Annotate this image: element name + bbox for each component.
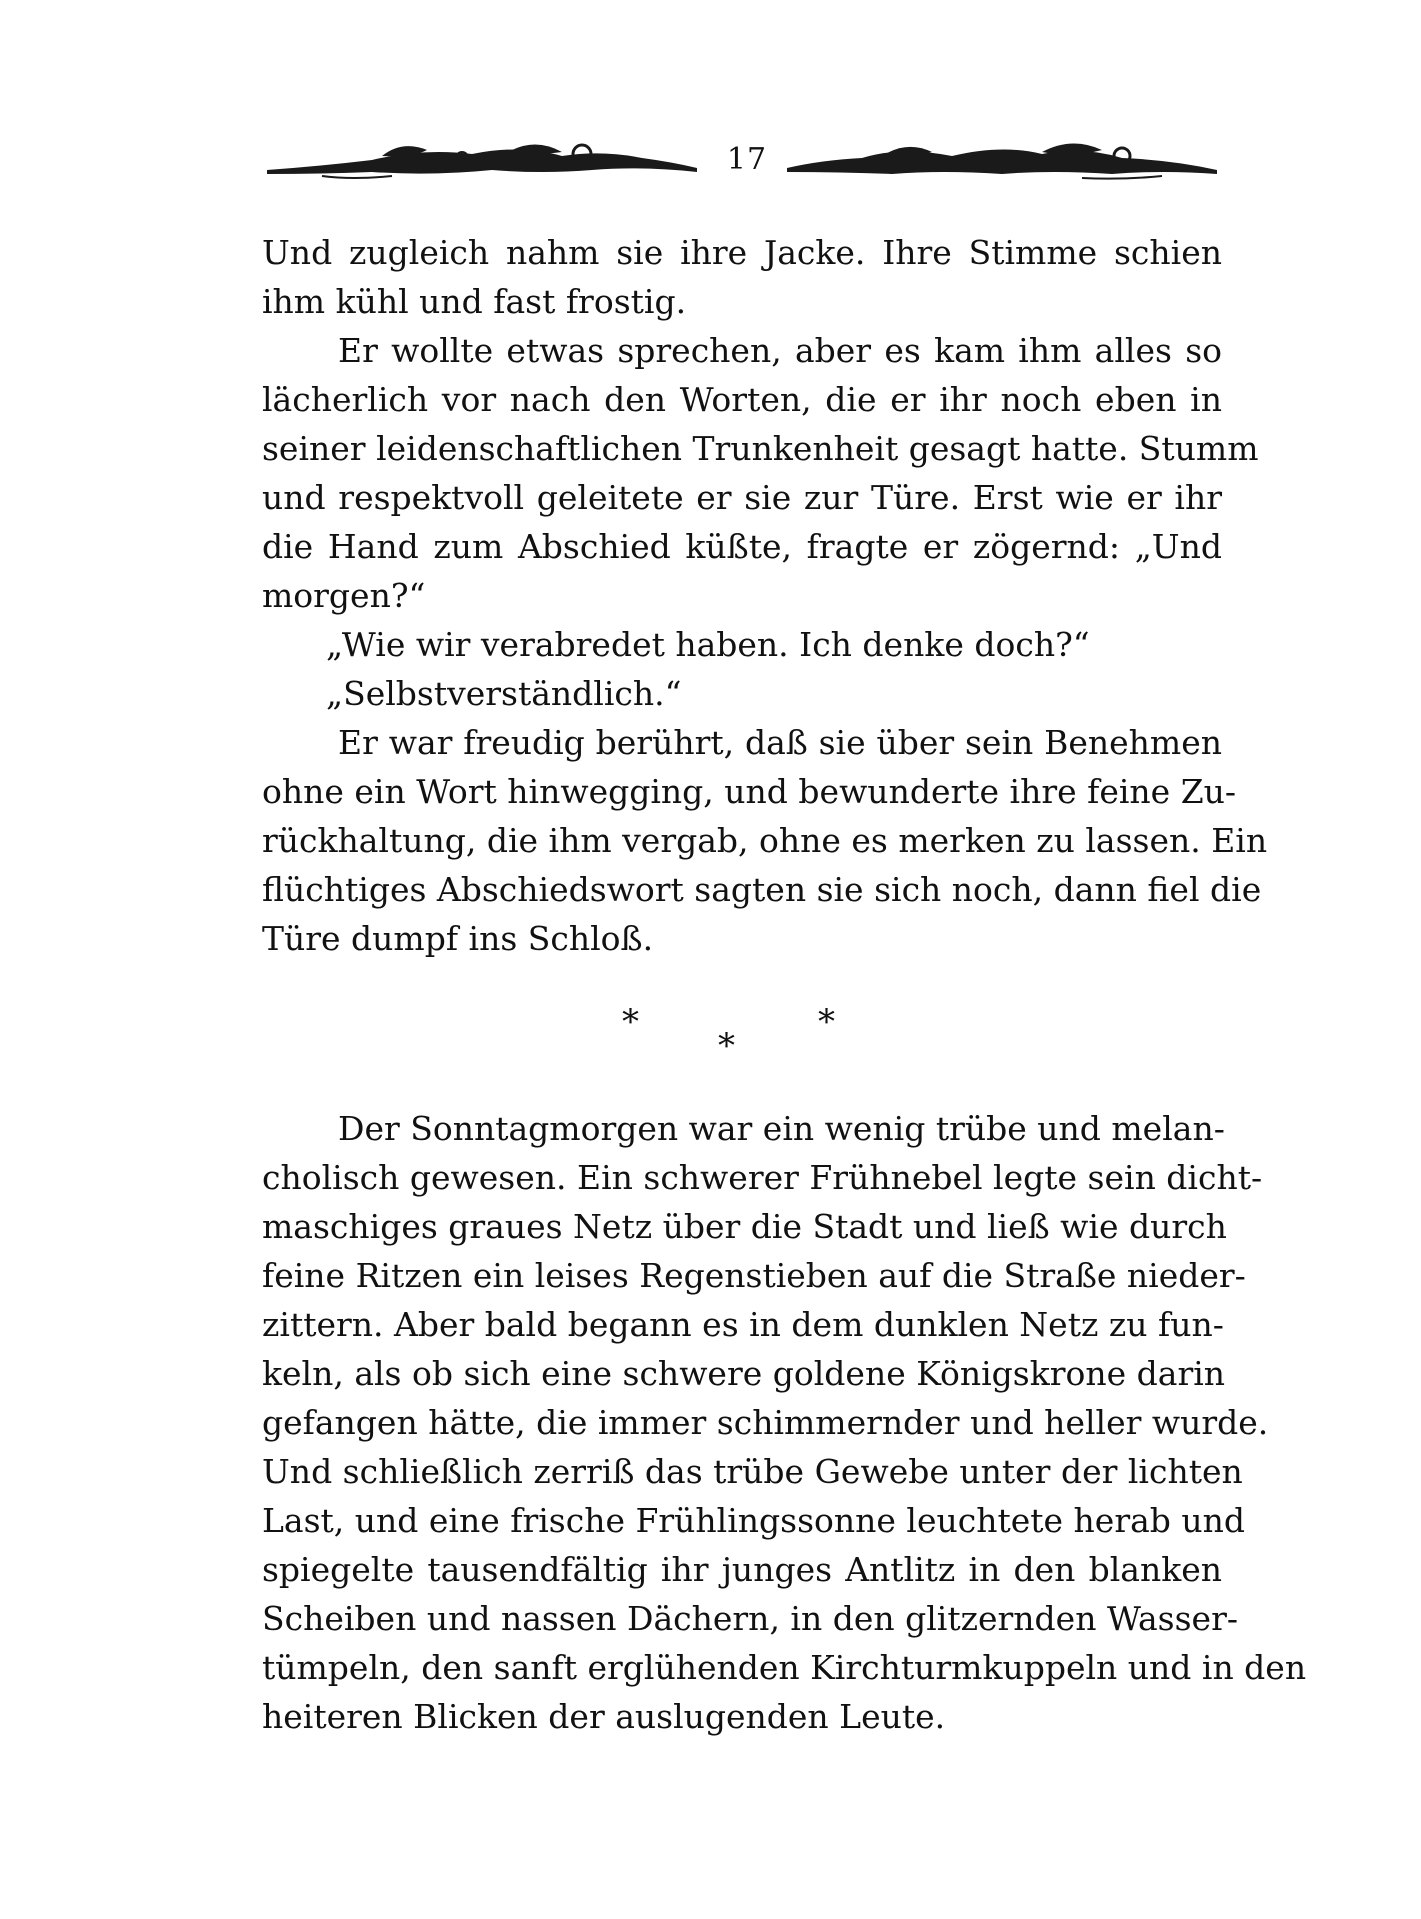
text-line: Scheiben und nassen Dächern, in den glitzernden Wasser- bbox=[262, 1599, 1238, 1638]
text-line: seiner leidenschaftlichen Trunkenheit gesagt hatte. Stumm bbox=[262, 429, 1259, 468]
text-line: flüchtiges Abschiedswort sagten sie sich noch, dann fiel die bbox=[262, 870, 1262, 909]
text-section-1 bbox=[262, 228, 1268, 963]
text-line: „Selbstverständlich.“ bbox=[326, 674, 682, 713]
text-line: lächerlich vor nach den Worten, die er ihr noch eben in bbox=[262, 380, 1222, 419]
text-line: Und schließlich zerriß das trübe Gewebe unter der lichten bbox=[262, 1452, 1243, 1491]
text-line: Türe dumpf ins Schloß. bbox=[262, 919, 654, 958]
text-line: heiteren Blicken der auslugenden Leute. bbox=[262, 1697, 946, 1736]
asterisk-2: * bbox=[718, 1026, 735, 1066]
text-line: gefangen hätte, die immer schimmernder und heller wurde. bbox=[262, 1403, 1269, 1442]
page-number: 17 bbox=[726, 142, 768, 177]
text-line: Er war freudig berührt, daß sie über sein Benehmen bbox=[338, 723, 1222, 762]
text-line: ihm kühl und fast frostig. bbox=[262, 282, 687, 321]
floral-ornament-icon bbox=[782, 136, 1222, 182]
text-line: tümpeln, den sanft erglühenden Kirchturmkuppeln und in den bbox=[262, 1648, 1307, 1687]
text-line: zittern. Aber bald begann es in dem dunklen Netz zu fun- bbox=[262, 1305, 1224, 1344]
text-line: und respektvoll geleitete er sie zur Türe. Erst wie er ihr bbox=[262, 478, 1222, 517]
text-section-2 bbox=[262, 1104, 1307, 1741]
text-line: Der Sonntagmorgen war ein wenig trübe und melan- bbox=[338, 1109, 1225, 1148]
page-header bbox=[262, 128, 1222, 188]
text-line: Last, und eine frische Frühlingssonne leuchtete herab und bbox=[262, 1501, 1246, 1540]
section-separator bbox=[0, 1002, 1421, 1075]
text-line: ohne ein Wort hinwegging, und bewunderte ihre feine Zu- bbox=[262, 772, 1237, 811]
text-line: cholisch gewesen. Ein schwerer Frühnebel legte sein dicht- bbox=[262, 1158, 1263, 1197]
text-line: maschiges graues Netz über die Stadt und ließ wie durch bbox=[262, 1207, 1227, 1246]
text-line: „Wie wir verabredet haben. Ich denke doch?“ bbox=[326, 625, 1090, 664]
text-line: Er wollte etwas sprechen, aber es kam ihm alles so bbox=[338, 331, 1222, 370]
text-line: Und zugleich nahm sie ihre Jacke. Ihre Stimme schien bbox=[262, 233, 1222, 272]
asterisk-3: * bbox=[818, 1002, 835, 1042]
text-line: morgen?“ bbox=[262, 576, 426, 615]
floral-ornament-icon bbox=[262, 136, 702, 182]
text-line: spiegelte tausendfältig ihr junges Antlitz in den blanken bbox=[262, 1550, 1222, 1589]
asterisk-1: * bbox=[622, 1002, 639, 1042]
text-line: keln, als ob sich eine schwere goldene Königskrone darin bbox=[262, 1354, 1226, 1393]
text-line: rückhaltung, die ihm vergab, ohne es merken zu lassen. Ein bbox=[262, 821, 1268, 860]
text-line: die Hand zum Abschied küßte, fragte er zögernd: „Und bbox=[262, 527, 1222, 566]
text-line: feine Ritzen ein leises Regenstieben auf die Straße nieder- bbox=[262, 1256, 1246, 1295]
